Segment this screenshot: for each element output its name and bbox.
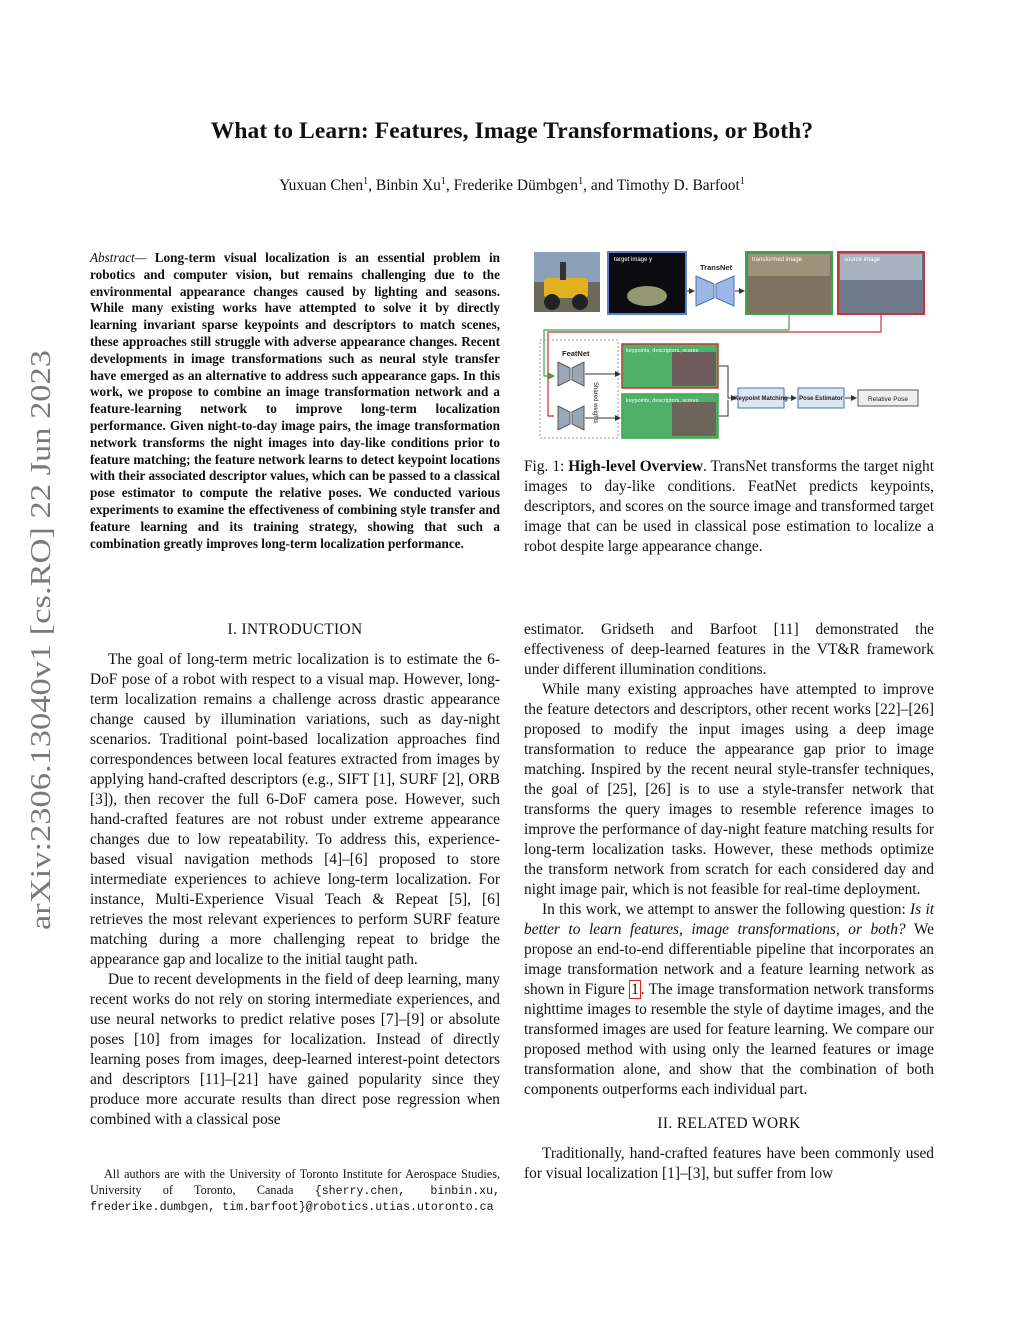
right-column xyxy=(524,620,934,1184)
footnote-emails: {sherry.chen, binbin.xu, frederike.dumbgen, tim.barfoot}@robotics.utias.utoronto.ca xyxy=(90,1184,500,1215)
transformed-image-label: transformed image xyxy=(752,257,803,263)
right-paragraph-0: estimator. Gridseth and Barfoot [11] demonstrated the effectiveness of deep-learned features in the VT&R framework under different illumination conditions. xyxy=(524,621,934,678)
footnote-text: All authors are with the University of Toronto Institute for Aerospace Studies, University of Toronto, Canada xyxy=(90,1167,500,1197)
robot-photo xyxy=(534,252,600,312)
target-image xyxy=(608,252,686,314)
footnote xyxy=(90,1167,500,1216)
source-image-label: source image xyxy=(844,257,881,263)
paper-title: What to Learn: Features, Image Transformations, or Both? xyxy=(210,118,814,144)
pose-estimator-block xyxy=(798,388,844,408)
transformed-image xyxy=(746,252,832,314)
relative-pose-block xyxy=(858,390,918,406)
figure-caption: Fig. 1: High-level Overview. TransNet transforms the target night images to day-like conditions. FeatNet predicts keypoints, descriptors, and scores on the source image and transformed target image that can be used in classical pose estimation to localize a robot despite large appearance change. xyxy=(524,458,934,555)
right-paragraph-1: While many existing approaches have attempted to improve the feature detectors and descriptors, other recent works [22]–[26] proposed to modify the input images using a deep image transformation to reduce the appearance gap prior to image matching. Inspired by the recent neural style-transfer techniques, the goal of [25], [26] is to use a style-transfer network that transforms the query images to resemble reference images to improve the performance of day-night feature matching results for long-term localization tasks. However, these methods optimize the transform network from scratch for each considered day and night image pair, which is not feasible for real-time deployment. xyxy=(524,681,934,898)
svg-text:Shared weights: Shared weights xyxy=(592,382,598,424)
keypoints-panel-top xyxy=(622,344,718,388)
author-list: Yuxuan Chen$^1$, Binbin Xu$^1$, Frederike Dümbgen$^1$, and Timothy D. Barfoot$^1$ xyxy=(279,176,745,195)
svg-text:TransNet: TransNet xyxy=(700,263,733,272)
author-1: Yuxuan Chen xyxy=(279,177,364,195)
right-paragraph-2: In this work, we attempt to answer the following question: Is it better to learn features, image transformations, or both? We propose an end-to-end differentiable pipeline that incorporates an image transformation network and a feature learning network as shown in Figure 1 . The image transformation network transforms nighttime images to resemble the style of daytime images, and the transformed images are used for feature learning. We compare our proposed method with using only the learned features or image transformation alone, and show that the combination of both components outperforms each individual part. xyxy=(524,901,935,1098)
abstract-text: Long-term visual localization is an essential problem in robotics and computer vision, but remains challenging due to the environmental appearance changes caused by lighting and seasons. While many existing works have attempted to solve it by directly learning invariant sparse keypoints and descriptors to match scenes, these approaches still struggle with adverse appearance changes. Recent developments in image transformations such as neural style transfer have emerged as an alternative to address such appearance gaps. In this work, we propose to combine an image transformation network and a feature-learning network to improve long-term localization performance. Given night-to-day image pairs, the image transformation network transforms the night images into day-like conditions prior to feature matching; the feature network learns to detect keypoint locations with their associated descriptor values, which can be passed to a classical pose estimator to compute the relative poses. We conducted various experiments to examine the effectiveness of combining style transfer and feature learning and its training strategy, showing that such a combination greatly improves long-term localization performance. xyxy=(90,250,500,551)
transnet-block xyxy=(687,263,744,306)
svg-text:keypoints, descriptors, scores: keypoints, descriptors, scores xyxy=(626,398,699,404)
abstract-lead: Abstract— xyxy=(90,250,147,265)
keypoints-panel-bottom xyxy=(622,394,718,438)
source-image xyxy=(838,252,924,314)
author-2: Binbin Xu xyxy=(375,177,441,195)
svg-text:keypoints, descriptors, scores: keypoints, descriptors, scores xyxy=(626,348,699,354)
left-column xyxy=(90,620,500,1130)
related-work-paragraph: Traditionally, hand-crafted features have been commonly used for visual localization [1]–[3], but suffer from low xyxy=(524,1145,934,1182)
svg-text:FeatNet: FeatNet xyxy=(562,349,590,358)
intro-paragraph-2: Due to recent developments in the field of deep learning, many recent works do not rely on storing intermediate experiences, and use neural networks to predict relative poses [7]–[9] or absolute poses [10] from images for localization. Instead of directly learning poses from images, deep-learned interest-point detectors and descriptors [11]–[21] have gained popularity since they produce more accurate results than direct pose regression when combined with a classical pose xyxy=(90,971,500,1128)
keypoint-matching-block xyxy=(734,388,788,408)
abstract xyxy=(90,250,500,552)
arxiv-stamp xyxy=(10,330,70,970)
featnet-block xyxy=(540,340,618,438)
section-2-heading: II. RELATED WORK xyxy=(657,1115,801,1132)
caption-bold: High-level Overview xyxy=(568,458,703,475)
section-1-heading: I. INTRODUCTION xyxy=(227,621,363,638)
svg-text:Keypoint Matching: Keypoint Matching xyxy=(734,396,788,402)
svg-text:Relative Pose: Relative Pose xyxy=(867,396,909,403)
figure-1-link[interactable]: 1 xyxy=(631,981,639,998)
svg-text:Pose Estimator: Pose Estimator xyxy=(799,396,843,402)
arxiv-id: arXiv:2306.13040v1 [cs.RO] 22 Jun 2023 xyxy=(25,441,57,930)
intro-paragraph-1: The goal of long-term metric localization is to estimate the 6-DoF pose of a robot with respect to a visual map. However, long-term localization remains a challenge across drastic appearance change caused by illumination variations, such as day-night scenarios. Traditional point-based localization approaches find correspondences between local features extracted from images by applying hand-crafted descriptors (e.g., SIFT [1], SURF [2], ORB [3]), then recover the full 6-DoF camera pose. However, such hand-crafted features are not robust under extreme appearance changes due to low repeatability. To address this, experience-based visual navigation methods [4]–[6] proposed to store intermediate experiences to achieve long-term localization. For instance, Multi-Experience Visual Teach & Repeat [5], [6] retrieves the most relevant experiences to perform SURF feature matching during a more challenging repeat to bridge the appearance gap and localize to the initial taught path. xyxy=(90,651,500,968)
author-4: Timothy D. Barfoot xyxy=(616,177,740,195)
author-3: Frederike Dümbgen xyxy=(453,177,579,195)
figure-1 xyxy=(530,248,930,443)
target-image-label: target image y xyxy=(614,257,653,263)
